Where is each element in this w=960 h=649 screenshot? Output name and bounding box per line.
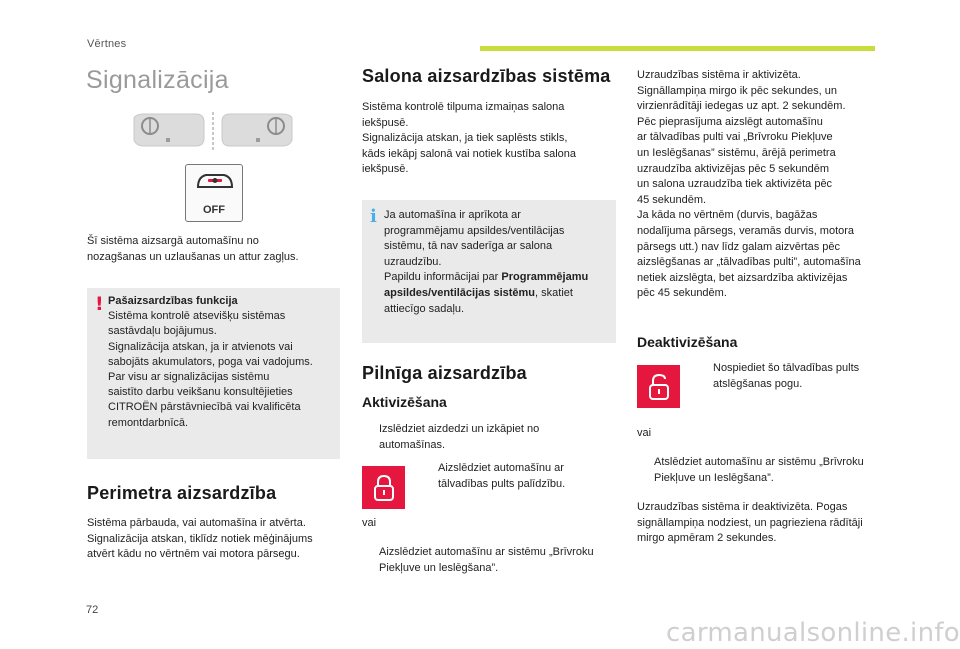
section-label: Vērtnes: [87, 38, 127, 50]
intro-text: Šī sistēma aizsargā automašīnu no nozagšanas un uzlaušanas un attur zagļus.: [87, 235, 299, 263]
warning-icon: !: [95, 293, 104, 315]
lock-button-icon: [362, 466, 405, 509]
deactivation-step-1: Nospiediet šo tālvadības pults atslēgšanas pogu.: [713, 362, 860, 390]
full-protection-title: Pilnīga aizsardzība: [362, 363, 527, 383]
watermark: carmanualsonline.info: [666, 618, 960, 648]
deactivation-step-2: Atslēdziet automašīnu ar sistēmu „Brīvroku Piekļuve un Ieslēgšana”.: [654, 456, 864, 484]
deactivation-outro: Uzraudzības sistēma ir deaktivizēta. Pogas signāllampiņa nodziest, un pagrieziena rādītāji mirgo apmēram 2 sekundes.: [637, 501, 863, 545]
car-interior-sensor-illustration: [130, 112, 296, 152]
activation-title: Aktivizēšana: [362, 394, 447, 410]
or-text: vai: [637, 427, 652, 439]
deactivation-title: Deaktivizēšana: [637, 334, 738, 350]
cabin-protection-text: Sistēma kontrolē tilpuma izmaiņas salona iekšpusē. Signalizācija atskan, ja tiek saplēsts stikls, kāds iekāpj salonā vai notiek kustība salona iekšpusē.: [362, 101, 577, 176]
warning-title: Pašaizsardzības funkcija: [108, 295, 238, 307]
cabin-protection-title: Salona aizsardzības sistēma: [362, 66, 611, 86]
or-text: vai: [362, 517, 377, 529]
off-label: OFF: [203, 204, 225, 216]
page-title: Signalizācija: [86, 66, 229, 94]
monitoring-text: Uzraudzības sistēma ir aktivizēta. Signāllampiņa mirgo ik pēc sekundes, un virzienrādītāji iedegas uz apt. 2 sekundēm. Pēc pieprasījuma aizslēgt automašīnu ar tālvadības pulti vai „Brīvroku Piekļuve un Ieslēgšanas” sistēmu, ārējā perimetra uzraudzība aktivizējas pēc 5 sekundēm un salona uzraudzība tiek aktivizēta pēc 45 sekundēm. Ja kāda no vērtnēm (durvis, bagāžas nodalījuma pārsegs, veramās durvis, motora pārsegs utt.) nav līdz galam aizvērtas pēc aizslēgšanas ar „tālvadības pulti”, automašīna netiek aizslēgta, bet aizsardzība aktivizējas pēc 45 sekundēm.: [637, 69, 861, 300]
activation-step-2: Aizslēdziet automašīnu ar tālvadības pults palīdzību.: [438, 462, 566, 490]
unlock-button-icon: [637, 365, 680, 408]
header-accent-bar: [480, 46, 875, 51]
warning-callout: ! Pašaizsardzības funkcija Sistēma kontrolē atsevišķu sistēmas sastāvdaļu bojājumus. Signalizācija atskan, ja ir atvienots vai sabojāts akumulators, poga vai vadojums. Par visu ar signalizācijas sistēmu saistīto darbu veikšanu konsultējieties CITROËN pārstāvniecībā vai kvalificēta remontdarbnīcā.: [87, 288, 340, 459]
perimeter-text: Sistēma pārbauda, vai automašīna ir atvērta. Signalizācija atskan, tiklīdz notiek mēģinājums atvērt kādu no vērtnēm vai motora pārsegu.: [87, 517, 313, 561]
info-icon: i: [370, 206, 377, 227]
alarm-off-button-illustration: [185, 164, 243, 222]
activation-step-3: Aizslēdziet automašīnu ar sistēmu „Brīvroku Piekļuve un leslēgšana”.: [379, 546, 594, 574]
info-callout: i Ja automašīna ir aprīkota ar programmējamu apsildes/ventilācijas sistēmu, tā nav saderīga ar salona uzraudzību. Papildu informācijai par Programmējamu apsildes/ventilācijas sistēmu, skatiet attiecīgo sadaļu.: [362, 200, 616, 343]
perimeter-title: Perimetra aizsardzība: [87, 483, 277, 503]
page-number: 72: [86, 604, 99, 616]
car-alarm-icon: [186, 165, 244, 199]
activation-step-1: Izslēdziet aizdedzi un izkāpiet no automašīnas.: [379, 423, 540, 451]
